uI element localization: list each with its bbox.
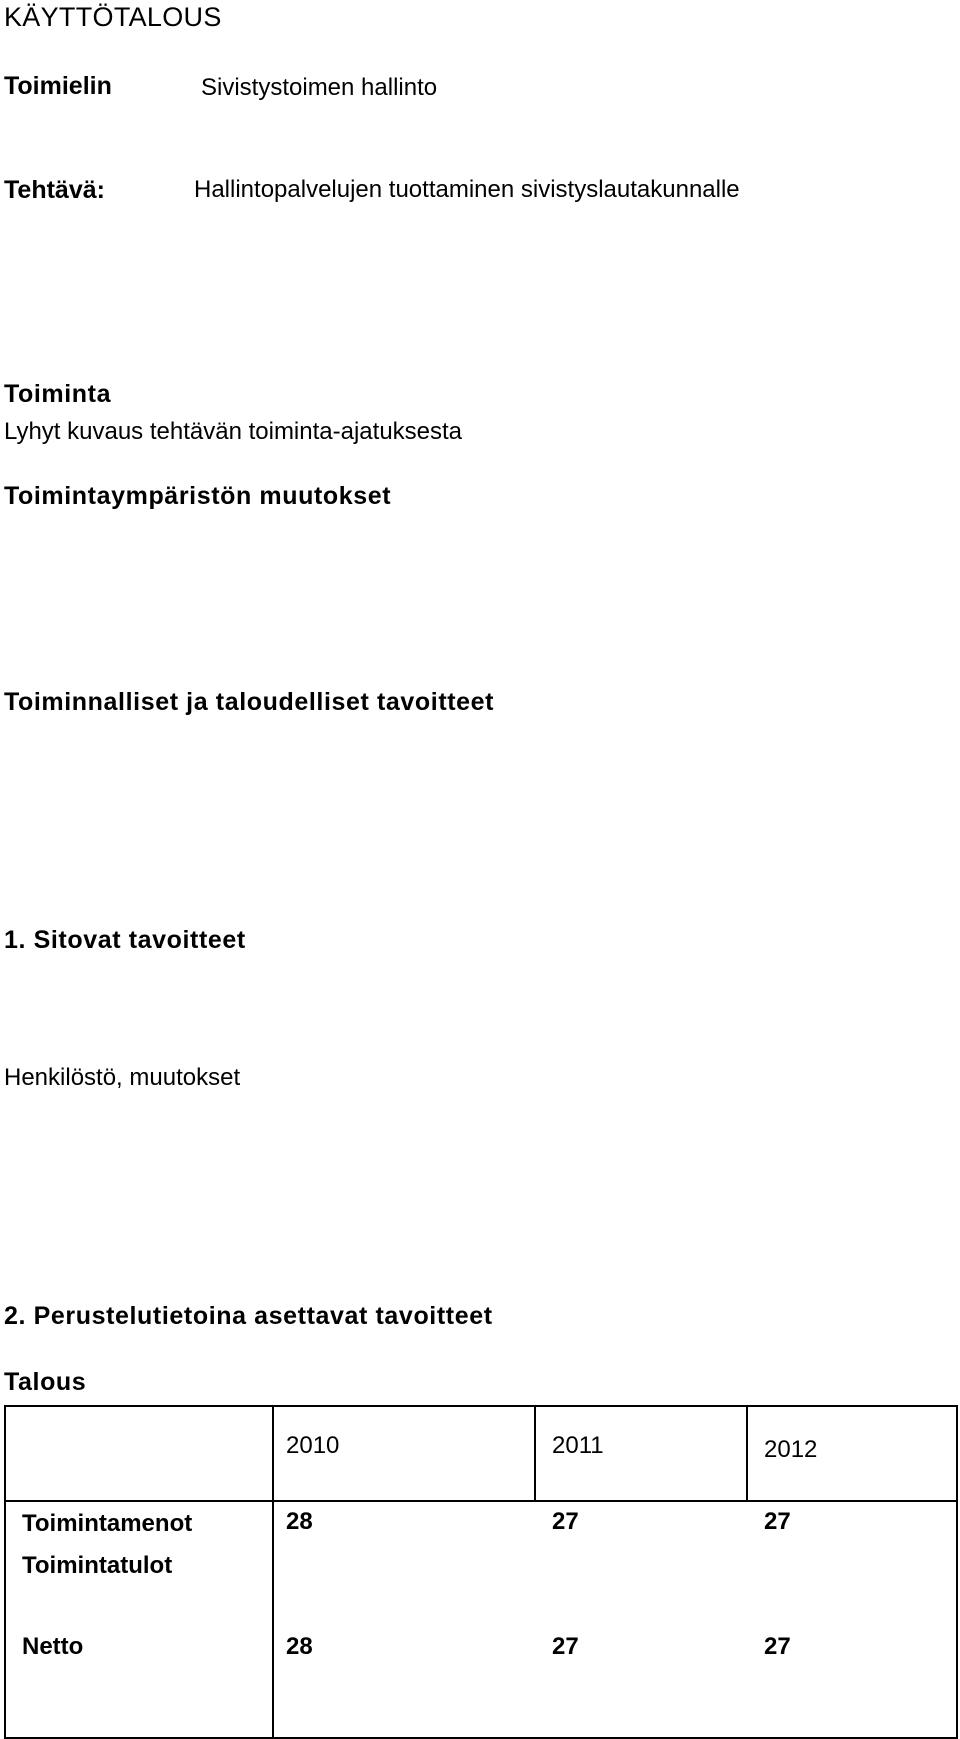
cell-toimintamenot-2010: 28 xyxy=(286,1508,313,1535)
perustelu-heading: 2. Perustelutietoina asettavat tavoitteet xyxy=(4,1302,493,1330)
toiminta-heading: Toiminta xyxy=(4,380,112,408)
cell-netto-2011: 27 xyxy=(552,1633,579,1660)
table-col-divider-1 xyxy=(272,1407,274,1737)
toiminta-text: Lyhyt kuvaus tehtävän toiminta-ajatuksesta xyxy=(4,418,463,445)
year-header-2011: 2011 xyxy=(552,1432,604,1459)
table-header-divider xyxy=(6,1500,956,1502)
cell-netto-2010: 28 xyxy=(286,1633,313,1660)
cell-toimintamenot-2011: 27 xyxy=(552,1508,579,1535)
cell-toimintamenot-2012: 27 xyxy=(764,1508,791,1535)
row-label-toimintatulot: Toimintatulot xyxy=(22,1552,173,1579)
year-header-2012: 2012 xyxy=(764,1436,818,1463)
henkilosto-text: Henkilöstö, muutokset xyxy=(4,1064,241,1091)
table-col-divider-2 xyxy=(534,1407,536,1500)
year-header-2010: 2010 xyxy=(286,1432,340,1459)
tavoitteet-heading: Toiminnalliset ja taloudelliset tavoitteet xyxy=(4,688,495,716)
row-label-toimintamenot: Toimintamenot xyxy=(22,1510,193,1537)
row-label-netto: Netto xyxy=(22,1633,84,1660)
cell-netto-2012: 27 xyxy=(764,1633,791,1660)
document-title: KÄYTTÖTALOUS xyxy=(4,2,222,32)
sitovat-heading: 1. Sitovat tavoitteet xyxy=(4,926,246,954)
tehtava-label: Tehtävä: xyxy=(4,176,105,204)
ymparisto-heading: Toimintaympäristön muutokset xyxy=(4,482,392,510)
tehtava-value: Hallintopalvelujen tuottaminen sivistyslautakunnalle xyxy=(194,176,740,203)
talous-heading: Talous xyxy=(4,1368,87,1396)
toimielin-value: Sivistystoimen hallinto xyxy=(201,74,438,101)
table-col-divider-3 xyxy=(746,1407,748,1500)
toimielin-label: Toimielin xyxy=(4,72,112,100)
talous-table xyxy=(4,1405,958,1739)
